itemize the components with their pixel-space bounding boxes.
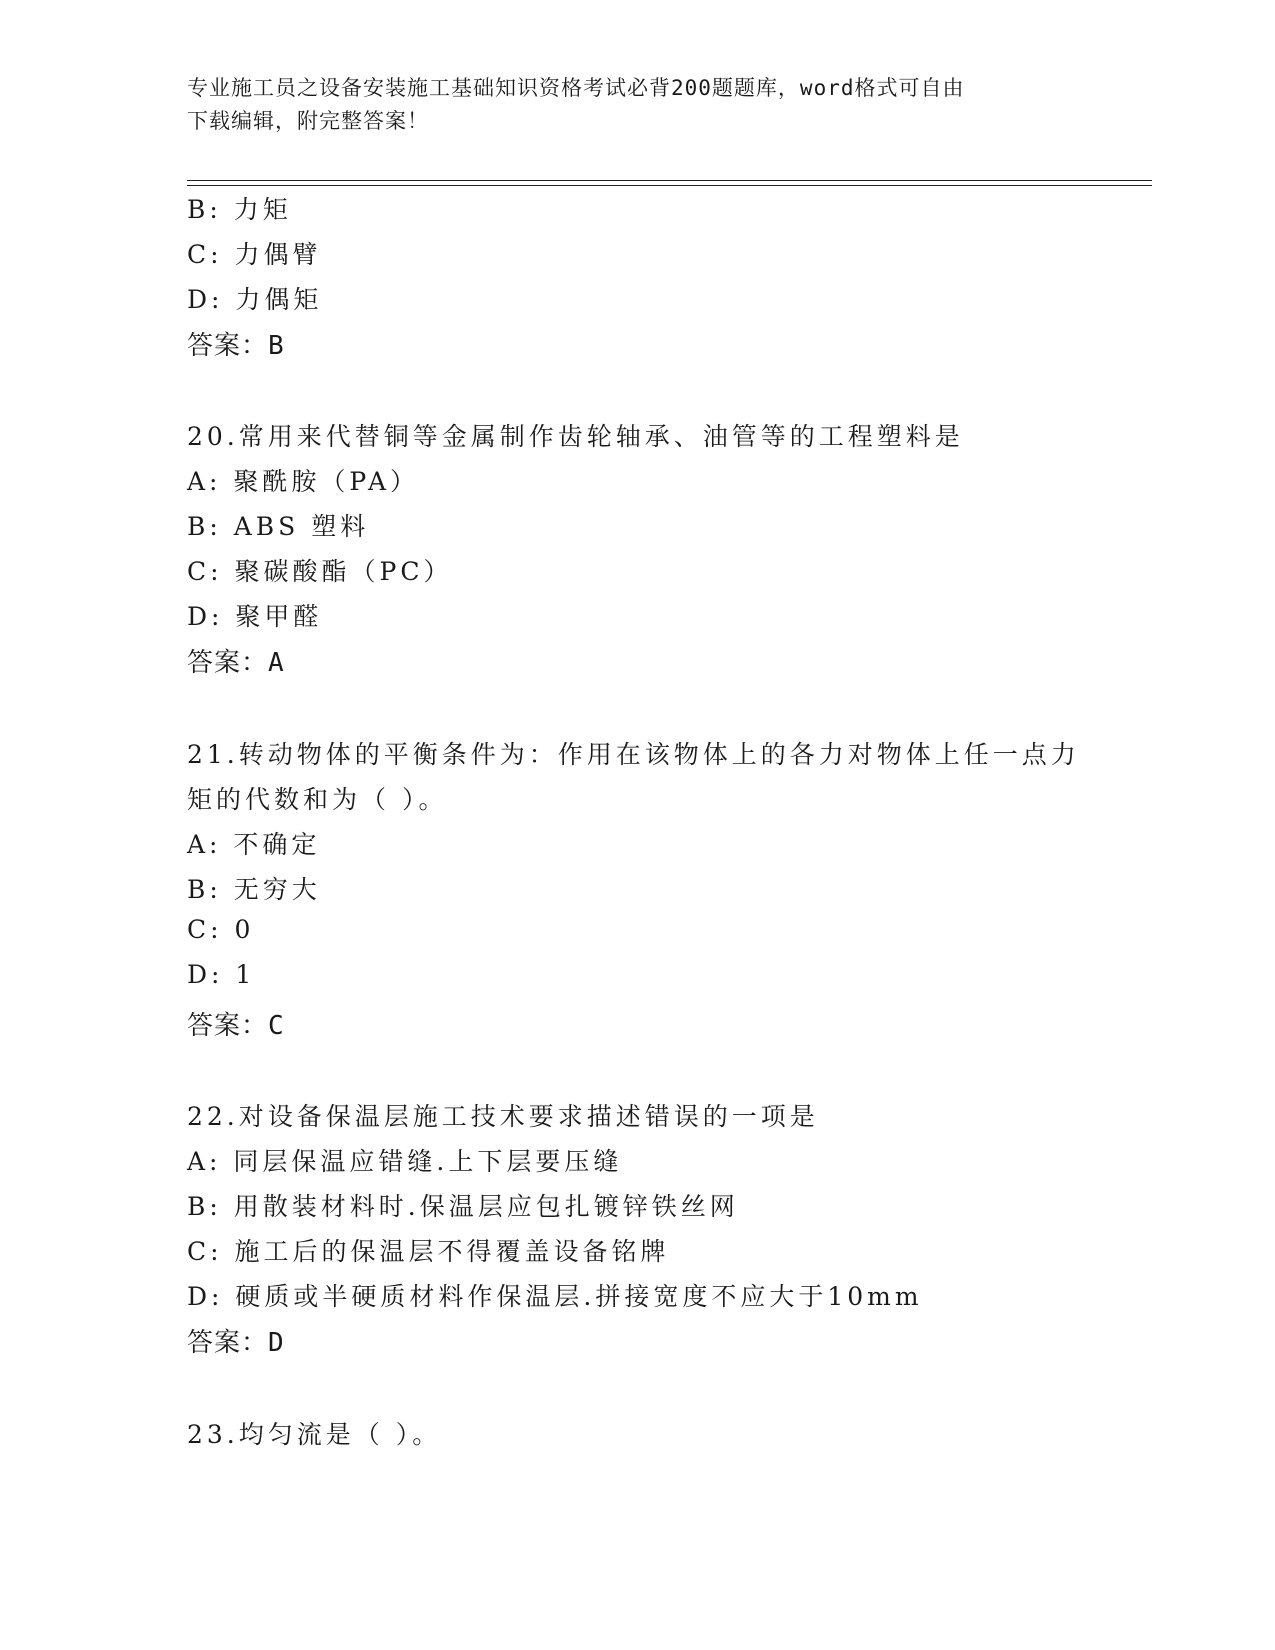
q22-option-d: D: 硬质或半硬质材料作保温层.拼接宽度不应大于10mm [187, 1282, 923, 1311]
q21-question-line-1: 21.转动物体的平衡条件为：作用在该物体上的各力对物体上任一点力 [187, 740, 1080, 769]
q22-answer: 答案：D [187, 1328, 285, 1358]
header-line-1: 专业施工员之设备安装施工基础知识资格考试必背200题题库，word格式可自由 [187, 76, 965, 100]
q20-question: 20.常用来代替铜等金属制作齿轮轴承、油管等的工程塑料是 [187, 422, 964, 451]
q20-option-a: A: 聚酰胺（PA） [187, 467, 420, 496]
q19-option-c: C: 力偶臂 [187, 240, 322, 269]
q21-option-d: D: 1 [187, 960, 256, 989]
q20-option-b: B: ABS 塑料 [187, 512, 370, 541]
q21-option-a: A: 不确定 [187, 830, 321, 859]
q21-question-line-2: 矩的代数和为（ ）。 [187, 785, 448, 814]
header-line-2: 下载编辑，附完整答案！ [187, 109, 429, 133]
q20-option-d: D: 聚甲醛 [187, 602, 323, 631]
q23-question: 23.均匀流是（ ）。 [187, 1420, 442, 1449]
q20-option-c: C: 聚碳酸酯（PC） [187, 557, 453, 586]
q21-option-c: C: 0 [187, 915, 255, 944]
header-rule-top [187, 180, 1152, 181]
q22-question: 22.对设备保温层施工技术要求描述错误的一项是 [187, 1102, 819, 1131]
q19-option-b: B: 力矩 [187, 195, 292, 224]
q21-answer: 答案：C [187, 1011, 285, 1041]
q22-option-a: A: 同层保温应错缝.上下层要压缝 [187, 1147, 623, 1176]
q19-option-d: D: 力偶矩 [187, 285, 323, 314]
q21-option-b: B: 无穷大 [187, 875, 321, 904]
q22-option-b: B: 用散装材料时.保温层应包扎镀锌铁丝网 [187, 1192, 739, 1221]
q20-answer: 答案：A [187, 648, 285, 678]
q22-option-c: C: 施工后的保温层不得覆盖设备铭牌 [187, 1237, 670, 1266]
q19-answer: 答案：B [187, 331, 285, 361]
document-header [187, 72, 1067, 138]
header-rule-bottom [187, 185, 1152, 186]
